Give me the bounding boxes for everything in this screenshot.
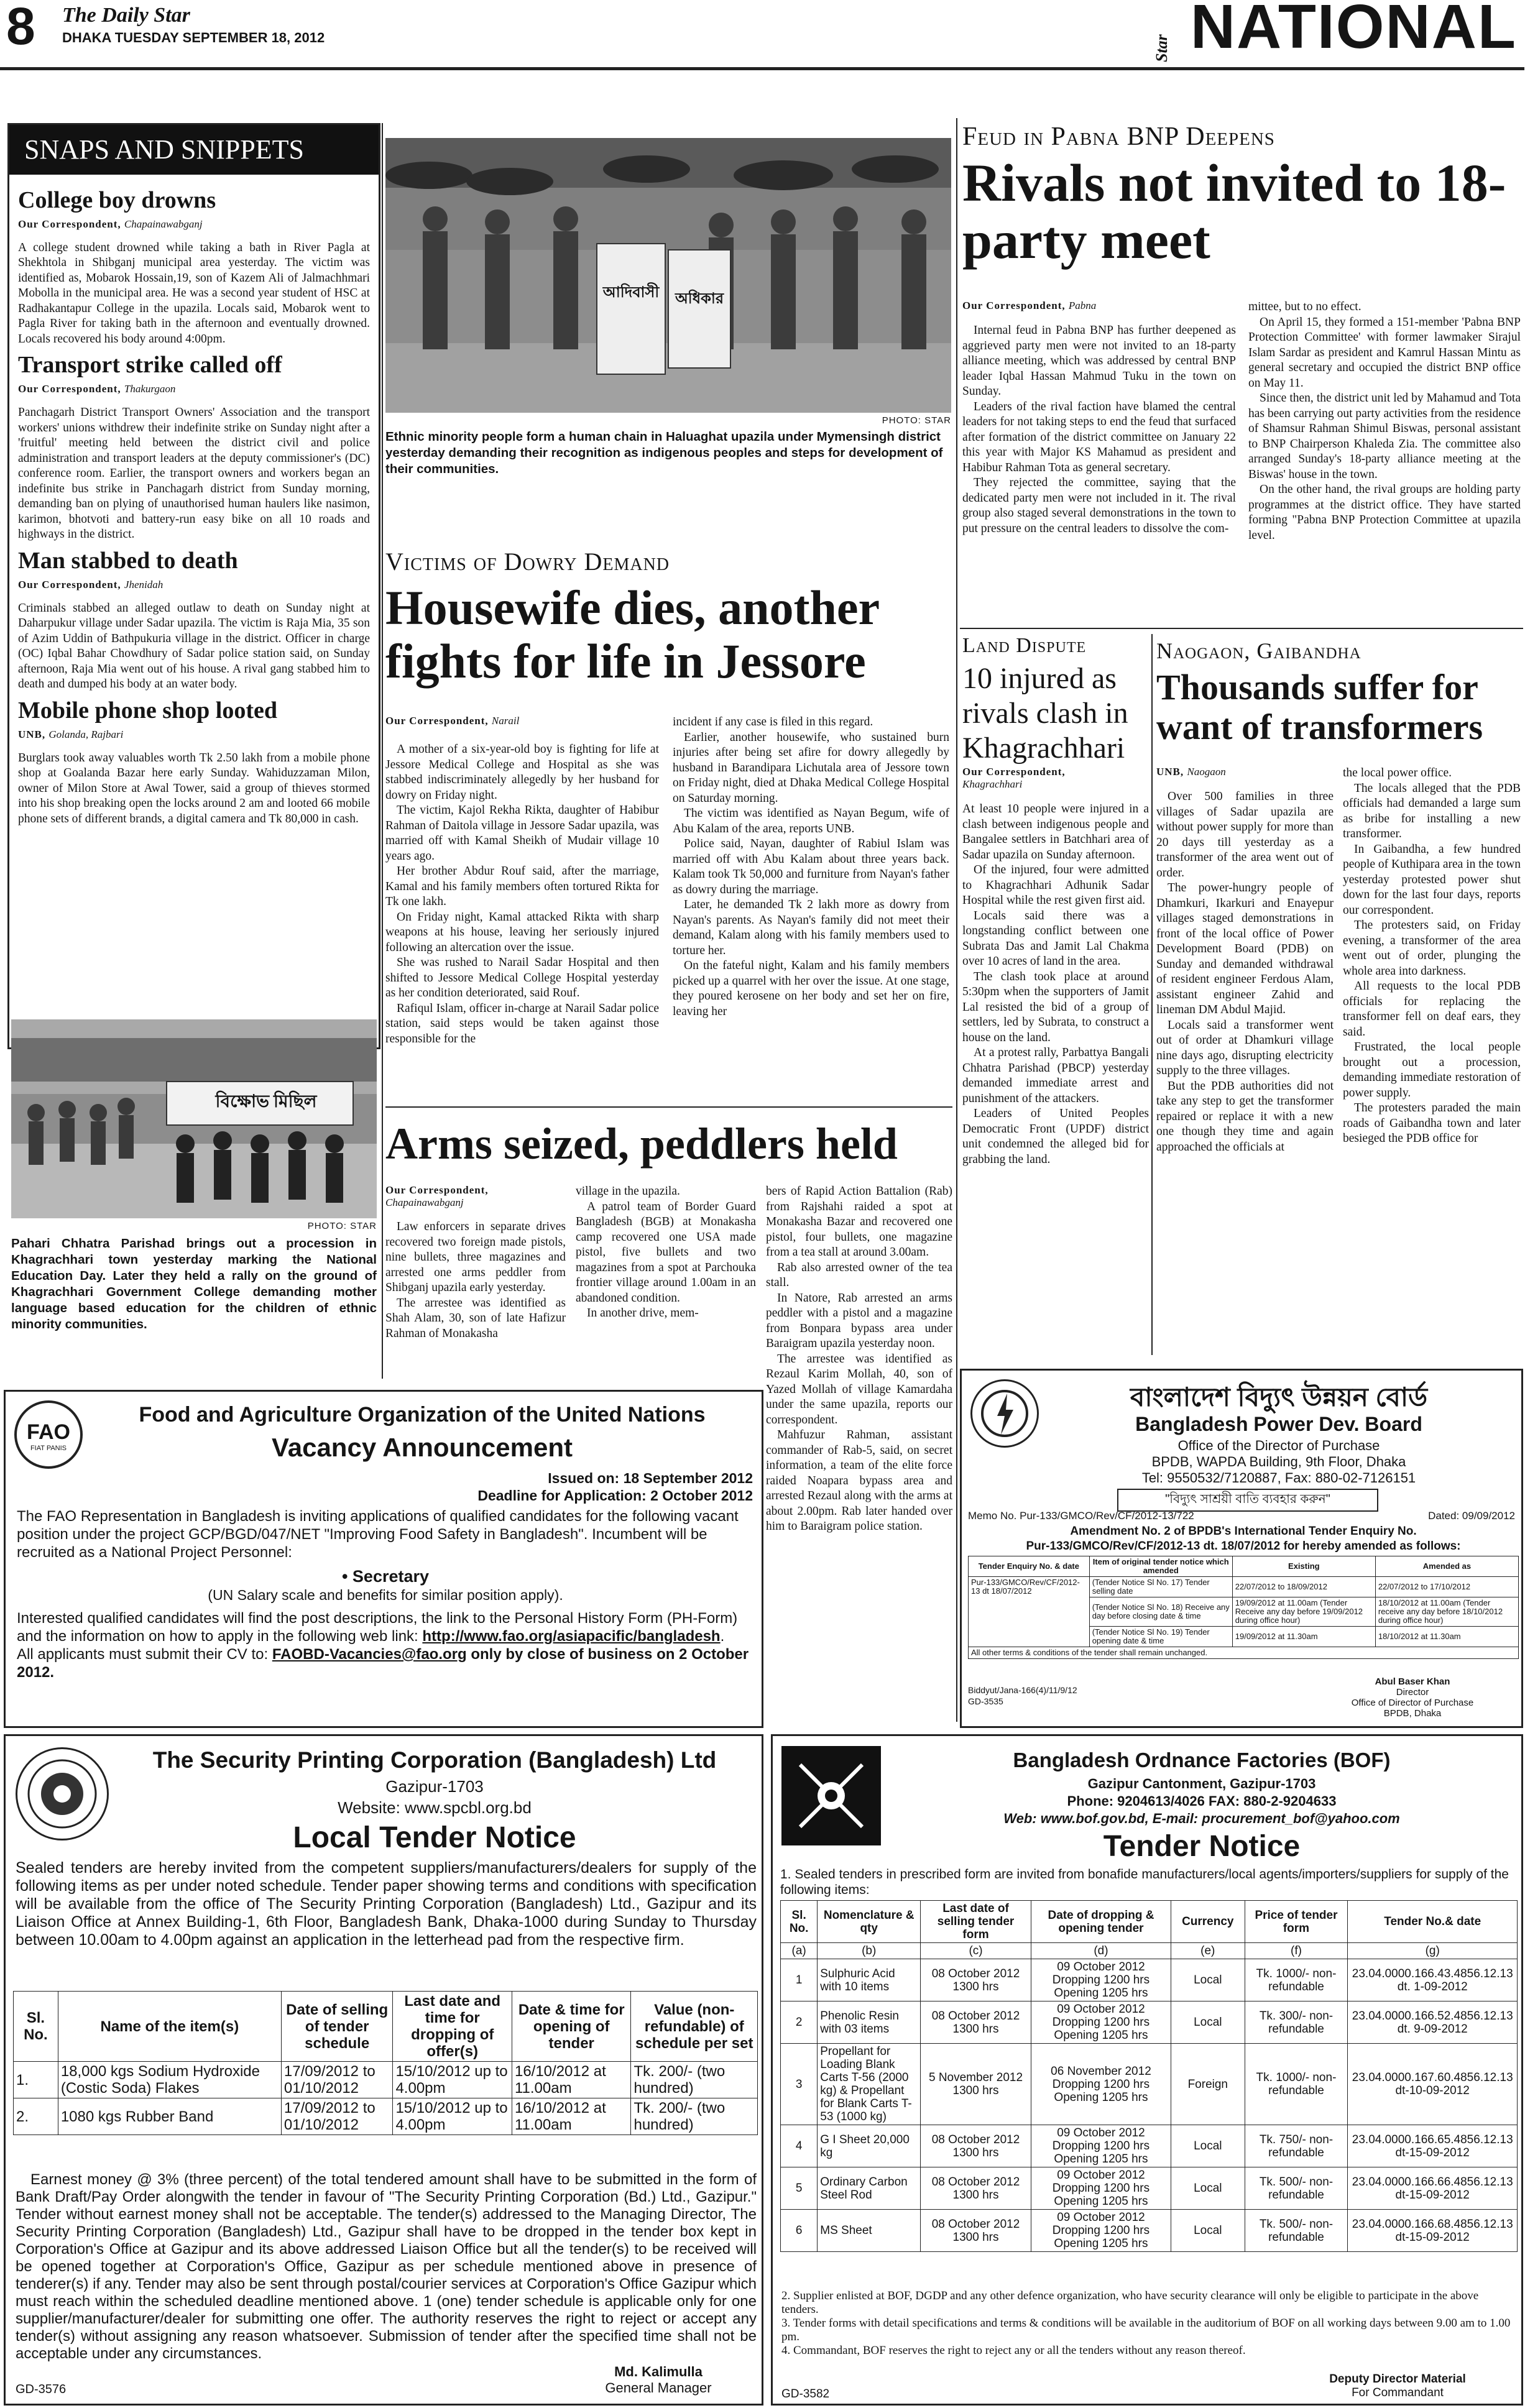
bnp-byline: Our Correspondent, Pabna	[962, 300, 1097, 311]
naogaon-para: Over 500 families in three villages of Sadar upazila are without power supply for more than 20 days till yesterday as a transformer of the area went out of order.	[1156, 790, 1334, 880]
snaps-byline-2: Our Correspondent, Thakurgaon	[18, 383, 176, 395]
bof-ad	[771, 1734, 1523, 2406]
story-rule	[960, 628, 1523, 629]
spcbl-org: The Security Printing Corporation (Bangladesh) Ltd	[152, 1747, 717, 1773]
table-header: Existing	[1232, 1556, 1375, 1577]
dowry-para: Rafiqul Islam, officer in-charge at Narail Sadar police station, said steps would be taken against those responsible for the	[385, 1001, 659, 1045]
naogaon-para: But the PDB authorities did not take any step to get the transformer repaired or replace it with a new one though they time and again approached the officials at	[1156, 1079, 1334, 1154]
table-row	[781, 1901, 1518, 1943]
table-row	[14, 2062, 758, 2098]
page-number: 8	[6, 0, 35, 55]
fao-title: Vacancy Announcement	[272, 1433, 573, 1462]
snaps-headline-3: Man stabbed to death	[18, 547, 238, 574]
human-chain-caption: Ethnic minority people form a human chain in Haluaghat upazila under Mymensingh district yesterday demanding their recognition as indigenous peoples and steps for development of their communities.	[385, 430, 943, 476]
header-rule	[0, 67, 1524, 70]
arms-para: In Natore, Rab arrested an arms peddler with a pistol and a magazine from Bonpara bypass area under Baraigram upazila yesterday noon.	[766, 1291, 952, 1350]
spcbl-title: Local Tender Notice	[293, 1821, 576, 1854]
table-cell: (g)	[1348, 1943, 1518, 1959]
snaps-body-1: A college student drowned while taking a bath in River Pagla at Shekhtola in Shibganj municipal area yesterday. The victim was identified as, Mobarok Hossain,19, son of Kazem Ali of Jalmachhmari Mobolla in the municipal area. He was a second year student of HSC at Radhakantapur College in the upazila. Locals said, Mobarok went to Pagla River for taking bath in the afternoon and eventually drowned. Locals recovered his body around 4:00pm.	[18, 241, 370, 346]
bpdb-tel: Tel: 9550532/7120887, Fax: 880-02-7126151	[1141, 1470, 1416, 1486]
table-cell: Tk. 200/- (two hundred)	[631, 2098, 758, 2135]
arms-para: The arrestee was identified as Rezaul Karim Mollah, 40, son of Yazed Mollah of village Kamardaha under the same upazila, reports our correspondent.	[766, 1352, 952, 1427]
procession-caption: Pahari Chhatra Parishad brings out a procession in Khagrachhari town yesterday marking the National Education Day. Later they held a rally on the ground of Khagrachhari Government College demanding mother language based education for the children of ethnic minority communities.	[11, 1236, 377, 1331]
dowry-para: incident if any case is filed in this regard.	[673, 715, 873, 728]
naogaon-para: The power-hungry people of Dhamkuri, Ikarkuri and Enayepur villages staged demonstrations in front of the local office of Power Development Board (PDB) on Sunday and demanded withdrawal of resident engineer Ferdous Alam, assistant engineer Zahid and lineman DM Abdul Majid.	[1156, 881, 1334, 1016]
table-cell: (f)	[1245, 1943, 1348, 1959]
table-cell: 08 October 2012 1300 hrs	[921, 2001, 1031, 2044]
bnp-para: They rejected the committee, saying that the dedicated party men were not included in it. The rival group also staged several demonstrations in the town to put pressure on the central leaders to dissolve the com-	[962, 476, 1236, 535]
table-cell: 5	[781, 2167, 818, 2210]
table-cell: Tk. 750/- non-refundable	[1245, 2125, 1348, 2167]
bpdb-address: BPDB, WAPDA Building, 9th Floor, Dhaka	[1151, 1454, 1406, 1469]
table-cell: 4	[781, 2125, 818, 2167]
bnp-para: On April 15, they formed a 151-member 'Pabna BNP Protection Committee' with former lawmaker Sirajul Islam Sardar as president and Kamrul Hassan Mintu as general secretary and occupied the district BNP office on May 11.	[1248, 315, 1521, 390]
spcbl-place: Gazipur-1703	[385, 1777, 484, 1796]
bnp-para: mittee, but to no effect.	[1248, 300, 1361, 313]
table-cell: 1.	[14, 2062, 58, 2098]
table-header: Value (non-refundable) of schedule per set	[631, 1992, 758, 2062]
table-cell: 23.04.0000.167.60.4856.12.13 dt-10-09-2012	[1348, 2044, 1518, 2125]
table-cell: 09 October 2012 Dropping 1200 hrs Opening 1205 hrs	[1031, 2125, 1171, 2167]
table-cell: 18/10/2012 at 11.00am (Tender receive any day before 18/10/2012 during office hour)	[1375, 1597, 1518, 1627]
table-cell: 5 November 2012 1300 hrs	[921, 2044, 1031, 2125]
table-cell: (d)	[1031, 1943, 1171, 1959]
table-cell: 16/10/2012 at 11.00am	[512, 2098, 631, 2135]
table-header: Last date and time for dropping of offer(s)	[393, 1992, 512, 2062]
naogaon-byline: UNB, Naogaon	[1156, 766, 1226, 778]
dowry-headline: Housewife dies, another fights for life in Jessore	[385, 581, 879, 688]
human-chain-photo-credit: PHOTO: STAR	[882, 415, 951, 426]
land-para: Locals said there was a longstanding conflict between one Subrata Das and Jamit Lal Chakma over 10 acres of land in the area.	[962, 909, 1149, 968]
table-cell: 23.04.0000.166.52.4856.12.13 dt. 9-09-2012	[1348, 2001, 1518, 2044]
table-row	[781, 2001, 1518, 2044]
fao-apply: Interested qualified candidates will find the post descriptions, the link to the Personal History Form (PH-Form) and the information on how to apply in the following web link: http://www.fao.org/asiapacific/bangladesh. All applicants must submit their CV to: FAOBD-Vacancies@fao.org only by close of business on 2 October 2012.	[17, 1610, 749, 1681]
table-cell: Propellant for Loading Blank Carts T-56 (2000 kg) & Propellant for Blank Carts T-53 (1000 kg)	[818, 2044, 921, 2125]
snaps-headline-4: Mobile phone shop looted	[18, 697, 278, 724]
bpdb-ad	[960, 1369, 1523, 1728]
section-title: NATIONAL	[1190, 0, 1517, 62]
arms-para: Rab also arrested owner of the tea stall.	[766, 1261, 952, 1289]
bof-org: Bangladesh Ordnance Factories (BOF)	[1013, 1749, 1391, 1772]
table-cell: Tk. 300/- non-refundable	[1245, 2001, 1348, 2044]
table-row	[969, 1577, 1519, 1597]
table-cell: Tk. 500/- non-refundable	[1245, 2167, 1348, 2210]
table-header: Currency	[1171, 1901, 1245, 1943]
naogaon-col-1	[1156, 789, 1334, 1349]
table-cell: 1080 kgs Rubber Band	[58, 2098, 281, 2135]
table-cell: 23.04.0000.166.66.4856.12.13 dt-15-09-2012	[1348, 2167, 1518, 2210]
placard-1: আদিবাসী	[602, 285, 660, 301]
table-cell: 09 October 2012 Dropping 1200 hrs Opening 1205 hrs	[1031, 2210, 1171, 2252]
table-cell: (c)	[921, 1943, 1031, 1959]
arms-col-1	[385, 1220, 566, 1400]
table-cell: (Tender Notice Sl No. 18) Receive any day before closing date & time	[1089, 1597, 1232, 1627]
procession-photo-credit: PHOTO: STAR	[307, 1221, 377, 1231]
table-row	[781, 2167, 1518, 2210]
fao-deadline: Deadline for Application: 2 October 2012	[477, 1487, 753, 1504]
table-cell: Phenolic Resin with 03 items	[818, 2001, 921, 2044]
dowry-para: The victim, Kajol Rekha Rikta, daughter of Habibur Rahman of Daitola village in Jessore Sadar upazila, was married off with Kamal Sheikh of Mudair village 10 years ago.	[385, 804, 659, 863]
table-header: Sl. No.	[781, 1901, 818, 1943]
snaps-content	[9, 175, 379, 827]
arms-headline: Arms seized, peddlers held	[385, 1119, 898, 1169]
table-header: Sl. No.	[14, 1992, 58, 2062]
arms-col-3	[766, 1184, 952, 1719]
table-row	[781, 1959, 1518, 2001]
bnp-para: Leaders of the rival faction have blamed the central leaders for not taking steps to end the feud that surfaced after formation of the district committee on January 22 this year with Major KS Mahamud as president and Habibur Rahman Tota as general secretary.	[962, 400, 1236, 474]
naogaon-kicker: Naogaon, Gaibandha	[1156, 638, 1361, 663]
fao-issued: Issued on: 18 September 2012	[548, 1470, 753, 1486]
dowry-para: A mother of a six-year-old boy is fighting for life at Jessore Medical College and Hospital as she was stabbed indiscriminately allegedly by her husband for dowry on Friday night.	[385, 743, 659, 802]
spcbl-table	[13, 1991, 758, 2135]
table-cell: 15/10/2012 up to 4.00pm	[393, 2062, 512, 2098]
bof-note: 2. Supplier enlisted at BOF, DGDP and any other defence organization, who have security clearance will only be eligible to participate in the above tenders.	[781, 2289, 1479, 2316]
table-header: Price of tender form	[1245, 1901, 1348, 1943]
bof-note: 4. Commandant, BOF reserves the right to reject any or all the tenders without any reason thereof.	[781, 2344, 1246, 2357]
bnp-headline: Rivals not invited to 18-party meet	[962, 153, 1506, 270]
placard-2: অধিকার	[675, 291, 724, 307]
table-row	[781, 2125, 1518, 2167]
table-cell: Tk. 1000/- non-refundable	[1245, 2044, 1348, 2125]
bof-web[interactable]: Web: www.bof.gov.bd, E-mail: procurement_bof@yahoo.com	[1003, 1811, 1400, 1826]
table-row	[781, 2044, 1518, 2125]
bpdb-slogan: "বিদ্যুৎ সাশ্রয়ী বাতি ব্যবহার করুন"	[1117, 1489, 1378, 1512]
naogaon-para: The locals alleged that the PDB officials had demanded a large sum as bribe for installing a new transformer.	[1343, 781, 1521, 840]
naogaon-para: In Gaibandha, a few hundred people of Kuthipara area in the town yesterday protested power shut down for the last four days, reports our correspondent.	[1343, 842, 1521, 917]
bnp-para: Internal feud in Pabna BNP has further deepened as aggrieved party men were not invited to an 18-party alliance meeting, which was addressed by central BNP leader Iqbal Hassan Mahmud Tuku in the town on Sunday.	[962, 324, 1236, 398]
fao-position-note: (UN Salary scale and benefits for similar position apply).	[208, 1587, 563, 1603]
table-row	[969, 1647, 1519, 1659]
table-cell: (a)	[781, 1943, 818, 1959]
snaps-headline-2: Transport strike called off	[18, 352, 282, 379]
dowry-para: On Friday night, Kamal attacked Rikta with sharp weapons at his house, leaving her seriously injured following an altercation over the issue.	[385, 910, 659, 954]
dowry-para: The victim was identified as Nayan Begum, wife of Abu Kalam of the area, reports UNB.	[673, 807, 949, 835]
land-byline: Our Correspondent, Khagrachhari	[962, 766, 1066, 790]
dowry-para: Her brother Abdur Rouf said, after the marriage, Kamal and his family members often tortured Rikta for Tk one lakh.	[385, 865, 659, 908]
snaps-byline-4: UNB, Golanda, Rajbari	[18, 728, 124, 740]
dowry-para: She was rushed to Narail Sadar Hospital and then shifted to Jessore Medical College Hospital yesterday as her condition deteriorated, said Rouf.	[385, 956, 659, 1000]
dowry-para: Police said, Nayan, daughter of Rabiul Islam was married off with Abu Kalam about three years back. Kalam took Tk 50,000 and furniture from Nayan's father as dowry during the marriage.	[673, 837, 949, 896]
arms-para: A patrol team of Border Guard Bangladesh (BGB) at Monakasha camp recovered one USA made pistol, five bullets and two magazines from a spot at Parchouka frontier village around 1.00am in an abandoned condition.	[576, 1200, 756, 1305]
bof-logo-icon	[781, 1746, 881, 1845]
naogaon-para: The protesters paraded the main roads of Gaibandha town and later besieged the PDB office for	[1343, 1101, 1521, 1145]
spcbl-website[interactable]: Website: www.spcbl.org.bd	[338, 1798, 532, 1817]
spcbl-logo	[16, 1747, 109, 1840]
arms-col-2	[576, 1184, 756, 1402]
table-cell: Tk. 1000/- non-refundable	[1245, 1959, 1348, 2001]
bof-gd: GD-3582	[781, 2387, 830, 2401]
table-cell: 17/09/2012 to 01/10/2012	[281, 2062, 393, 2098]
bof-signature: Deputy Director Material For Commandant	[1329, 2373, 1466, 2399]
bnp-col-2	[1248, 300, 1521, 623]
table-cell: 18/10/2012 at 11.30am	[1375, 1627, 1518, 1647]
table-cell: Tk. 500/- non-refundable	[1245, 2210, 1348, 2252]
fao-logo-motto: FIAT PANIS	[30, 1445, 67, 1452]
snaps-byline-3: Our Correspondent, Jhenidah	[18, 578, 164, 591]
bpdb-ref: Biddyut/Jana-166(4)/11/9/12	[968, 1685, 1077, 1695]
snaps-body-4: Burglars took away valuables worth Tk 2.50 lakh from a mobile phone shop at Goalanda Bazar here early Sunday. Wahiduzzaman Milon, owner of Milon Store at Awal Tower, said a group of thieves stormed into his shop breaking open the locks around 2 am and looted 66 mobile phone sets of different brands, a digital camera and Tk 80,000 in cash.	[18, 751, 370, 825]
arms-para: bers of Rapid Action Battalion (Rab) from Rajshahi raided a spot at Monakasha Bazar and recovered one pistol, four bullets, one magazine from a tea stall at around 3.00am.	[766, 1185, 952, 1259]
table-cell: (e)	[1171, 1943, 1245, 1959]
table-header: Date & time for opening of tender	[512, 1992, 631, 2062]
bnp-kicker: Feud in Pabna BNP Deepens	[962, 122, 1275, 151]
naogaon-headline: Thousands suffer for want of transformers	[1156, 667, 1483, 747]
arms-para: Mahfuzur Rahman, assistant commander of Rab-5, said, on secret information, a team of the elite force raided Noapara bypass area and arrested Rezaul along with the arms at about 2.00pm. Rab later handed over him to Baraigram police station.	[766, 1428, 952, 1533]
table-cell: 1	[781, 1959, 818, 2001]
fao-email[interactable]: FAOBD-Vacancies@fao.org	[272, 1646, 467, 1663]
land-body	[962, 802, 1149, 1355]
bof-note: 3. Tender forms with detail specifications and terms & conditions will be available in the auditorium of BOF on all working days between 9.00 am to 1.00 pm.	[781, 2317, 1511, 2343]
table-header: Date of dropping & opening tender	[1031, 1901, 1171, 1943]
table-header: Date of selling of tender schedule	[281, 1992, 393, 2062]
table-cell: MS Sheet	[818, 2210, 921, 2252]
table-cell: All other terms & conditions of the tender shall remain unchanged.	[969, 1647, 1519, 1659]
land-para: Leaders of United Peoples Democratic Front (UPDF) district unit condemned the alleged bid for grabbing the land.	[962, 1107, 1149, 1166]
table-cell: 08 October 2012 1300 hrs	[921, 2167, 1031, 2210]
spcbl-terms: Earnest money @ 3% (three percent) of the total tendered amount shall have to be submitted in the form of Bank Draft/Pay Order alongwith the tender in favour of "The Security Printing Corporation (Bd.) Ltd., Gazipur." Tender without earnest money shall not be acceptable. The tender(s) addressed to the Managing Director, The Security Printing Corporation (Bangladesh) Ltd., Gazipur shall have to be dropped in the tender box kept in Corporation's Office at Gazipur and its above addressed Liaison Office but all the tender(s) to be received will be opened together at Corporation's Office, Gazipur as per schedule mentioned above in presence of tenderer(s) if any. Tender may also be sent through postal/courier services at Corporation's Office Gazipur which must reach within the scheduled deadline mentioned above. 1 (one) tender schedule is applicable only for one supplier/manufacturer/dealer for submitting one offer. The authority reserves the right to reject or accept any tender(s) without assigning any reason whatsoever. Submission of tender after the specified time shall not be acceptable under any circumstances.	[16, 2171, 757, 2362]
table-cell: 09 October 2012 Dropping 1200 hrs Opening 1205 hrs	[1031, 2167, 1171, 2210]
bpdb-dated: Dated: 09/09/2012	[1428, 1510, 1515, 1522]
dowry-para: On the fateful night, Kalam and his family members picked up a quarrel with her over the issue. At one stage, they poured kerosene on her body and set her on fire, leaving her	[673, 959, 949, 1018]
bof-title: Tender Notice	[1103, 1830, 1301, 1863]
fao-ad	[4, 1390, 763, 1728]
table-cell: 06 November 2012 Dropping 1200 hrs Opening 1205 hrs	[1031, 2044, 1171, 2125]
table-cell: Local	[1171, 2167, 1245, 2210]
spcbl-logo-icon	[17, 1749, 107, 1839]
table-cell: 19/09/2012 at 11.30am	[1232, 1627, 1375, 1647]
naogaon-para: The protesters said, on Friday evening, a transformer of the area went out of order, plunging the whole area into darkness.	[1343, 919, 1521, 978]
table-cell: 08 October 2012 1300 hrs	[921, 2210, 1031, 2252]
dateline: DHAKA TUESDAY SEPTEMBER 18, 2012	[62, 30, 325, 45]
table-cell: G I Sheet 20,000 kg	[818, 2125, 921, 2167]
table-header: Tender No.& date	[1348, 1901, 1518, 1943]
naogaon-para: the local power office.	[1343, 766, 1452, 779]
table-row	[14, 1992, 758, 2062]
table-header: Amended as	[1375, 1556, 1518, 1577]
bpdb-signature: Abul Baser Khan Director Office of Director of Purchase BPDB, Dhaka	[1351, 1676, 1474, 1719]
bnp-col-1	[962, 323, 1236, 622]
table-cell: (Tender Notice Sl No. 17) Tender selling date	[1089, 1577, 1232, 1597]
bof-table	[780, 1900, 1518, 2252]
table-cell: Local	[1171, 2001, 1245, 2044]
table-cell: 19/09/2012 at 11.00am (Tender Receive any day before 19/09/2012 during office hour)	[1232, 1597, 1375, 1627]
table-row	[14, 2098, 758, 2135]
table-header: Tender Enquiry No. & date	[969, 1556, 1090, 1577]
naogaon-para: Locals said a transformer went out of order at Dhamkuri village nine days ago, disrupting electricity supply to the three villages.	[1156, 1018, 1334, 1077]
table-header: Name of the item(s)	[58, 1992, 281, 2062]
snaps-headline-1: College boy drowns	[18, 187, 216, 213]
table-cell: Foreign	[1171, 2044, 1245, 2125]
table-cell: 08 October 2012 1300 hrs	[921, 1959, 1031, 2001]
bpdb-title: Bangladesh Power Dev. Board	[1135, 1413, 1422, 1435]
bpdb-amendment: Amendment No. 2 of BPDB's International Tender Enquiry No.	[1070, 1525, 1417, 1538]
naogaon-para: All requests to the local PDB officials for replacing the transformer fell on deaf ears, they said.	[1343, 980, 1521, 1039]
bpdb-table	[968, 1556, 1519, 1659]
arms-byline: Our Correspondent, Chapainawabganj	[385, 1184, 489, 1208]
dowry-byline: Our Correspondent, Narail	[385, 715, 520, 727]
bpdb-logo	[970, 1379, 1039, 1448]
fao-intro: The FAO Representation in Bangladesh is inviting applications of qualified candidates for the following vacant position under the project GCP/BGD/047/NET "Improving Food Safety in Bangladesh". Incumbent will be recruited as a National Project Personnel:	[17, 1508, 739, 1561]
fao-org: Food and Agriculture Organization of the United Nations	[139, 1403, 706, 1427]
table-cell: 6	[781, 2210, 818, 2252]
bof-place: Gazipur Cantonment, Gazipur-1703	[1087, 1776, 1316, 1791]
table-cell: Sulphuric Acid with 10 items	[818, 1959, 921, 2001]
bnp-para: Since then, the district unit led by Mahamud and Tota has been carrying out party activities from the residence of Shamsur Rahman Shimul Biswas, personal assistant to BNP Chairperson Khaleda Zia. The committee also arranged Sunday's 18-party alliance meeting at the Biswas' house in the town.	[1248, 392, 1521, 481]
human-chain-photo-art	[385, 138, 951, 413]
human-chain-photo	[385, 138, 951, 413]
column-rule	[382, 123, 383, 1379]
spcbl-gd: GD-3576	[16, 2383, 67, 2396]
table-cell: 08 October 2012 1300 hrs	[921, 2125, 1031, 2167]
table-cell: 2.	[14, 2098, 58, 2135]
story-rule	[385, 1106, 952, 1108]
naogaon-para: Frustrated, the local people brought out a procession, demanding immediate restoration of power supply.	[1343, 1041, 1521, 1100]
spcbl-intro: Sealed tenders are hereby invited from the competent suppliers/manufacturers/dealers for supply of the following items as per under noted schedule. Tender paper showing terms and conditions with specification will be available from the office of The Security Printing Corporation (Bangladesh) Ltd., Gazipur and its Liaison Office at Annex Building-1, 6th Floor, Bangladesh Bank, Dhaka-1000 during Sunday to Thursday between 10.00am to 4.00pm against an application in the letterhead pad from the respective firm.	[16, 1859, 757, 1949]
arms-para: village in the upazila.	[576, 1185, 680, 1198]
procession-banner: বিক্ষোভ মিছিল	[215, 1092, 317, 1111]
table-cell: Ordinary Carbon Steel Rod	[818, 2167, 921, 2210]
bpdb-amendment-ref: Pur-133/GMCO/Rev/CF/2012-13 dt. 18/07/2012 for hereby amended as follows:	[1026, 1540, 1461, 1553]
snaps-byline-1: Our Correspondent, Chapainawabganj	[18, 218, 203, 230]
table-row	[781, 2210, 1518, 2252]
procession-photo	[11, 1019, 377, 1218]
fao-logo	[14, 1400, 83, 1469]
table-cell: 2	[781, 2001, 818, 2044]
table-header: Item of original tender notice which amended	[1089, 1556, 1232, 1577]
land-para: Of the injured, four were admitted to Khagrachhari Adhunik Sadar Hospital while the rest given first aid.	[962, 863, 1149, 907]
land-para: The clash took place at around 5:30pm when the supporters of Jamit Lal resisted the bid of a group of settlers, led by Subrata, to construct a house on the land.	[962, 970, 1149, 1044]
table-header: Last date of selling tender form	[921, 1901, 1031, 1943]
land-para: At a protest rally, Parbattya Bangali Chhatra Parishad (PBCP) yesterday demanded immediate arrest and punishment of the attackers.	[962, 1046, 1149, 1105]
bof-logo	[781, 1746, 881, 1845]
land-kicker: Land Dispute	[962, 634, 1087, 657]
dowry-para: Later, he demanded Tk 2 lakh more as dowry from Nayan's parents. As Nayan's family did not meet their demand, Kalam along with his family members used to torture her.	[673, 898, 949, 957]
snaps-box	[7, 123, 380, 1049]
bpdb-gd: GD-3535	[968, 1696, 1003, 1706]
table-cell: 22/07/2012 to 18/09/2012	[1232, 1577, 1375, 1597]
column-rule	[1151, 634, 1153, 1355]
fao-link[interactable]: http://www.fao.org/asiapacific/bangladesh	[422, 1628, 721, 1645]
arms-para: Law enforcers in separate drives recovered two foreign made pistols, nine bullets, three magazines and arrested one arms peddler from Shibganj upazila early yesterday.	[385, 1220, 566, 1294]
table-cell: 18,000 kgs Sodium Hydroxide (Costic Soda) Flakes	[58, 2062, 281, 2098]
table-cell: Tk. 200/- (two hundred)	[631, 2062, 758, 2098]
bof-notes	[781, 2289, 1515, 2358]
snaps-body-3: Criminals stabbed an alleged outlaw to death on Sunday night at Daharpukur village under Sadar upazila. The victim is Raja Mia, 35 son of Azim Uddin of Bathpukuria village in the district. Officer in charge (OC) Iqbal Bahar Chowdhury of Sadar police station said, on Sunday afternoon, Raja Mia went out of his house. A rival gang stabbed him to death and dumped his body at an water body.	[18, 601, 370, 691]
table-row	[781, 1943, 1518, 1959]
table-cell: Local	[1171, 2125, 1245, 2167]
bof-phone: Phone: 9204613/4026 FAX: 880-2-9204633	[1067, 1793, 1337, 1809]
table-cell: Pur-133/GMCO/Rev/CF/2012-13 dt 18/07/2012	[969, 1577, 1090, 1647]
table-cell: 16/10/2012 at 11.00am	[512, 2062, 631, 2098]
table-cell: 23.04.0000.166.43.4856.12.13 dt. 1-09-2012	[1348, 1959, 1518, 2001]
dowry-col-1	[385, 742, 659, 1090]
table-cell: Local	[1171, 2210, 1245, 2252]
table-cell: 09 October 2012 Dropping 1200 hrs Opening 1205 hrs	[1031, 2001, 1171, 2044]
land-headline: 10 injured as rivals clash in Khagrachhari	[962, 662, 1128, 765]
table-cell: 15/10/2012 up to 4.00pm	[393, 2098, 512, 2135]
bpdb-office: Office of the Director of Purchase	[1177, 1438, 1380, 1453]
fao-position: • Secretary	[341, 1567, 430, 1586]
section-logo: Star	[1153, 34, 1171, 62]
column-rule	[956, 118, 957, 1722]
table-cell: 22/07/2012 to 17/10/2012	[1375, 1577, 1518, 1597]
land-para: At least 10 people were injured in a clash between indigenous people and Bangalee settlers in Batchhari area of Sadar upazila on Sunday afternoon.	[962, 802, 1149, 862]
snaps-box-title: SNAPS AND SNIPPETS	[9, 125, 379, 175]
masthead: The Daily Star	[62, 4, 190, 27]
dowry-para: Earlier, another housewife, who sustained burn injuries after being set afire for dowry allegedly by husband in Barandipara Lichutala area of Jessore town on Friday night, died at Dhaka Medical College Hospital on Saturday morning.	[673, 730, 949, 805]
table-cell: (b)	[818, 1943, 921, 1959]
spcbl-signature: Md. Kalimulla General Manager	[605, 2364, 712, 2396]
table-cell: 23.04.0000.166.65.4856.12.13 dt-15-09-2012	[1348, 2125, 1518, 2167]
table-row	[969, 1556, 1519, 1577]
bpdb-logo-icon	[972, 1381, 1037, 1446]
bpdb-bangla-title: বাংলাদেশ বিদ্যুৎ উন্নয়ন বোর্ড	[1130, 1382, 1427, 1412]
snaps-body-2: Panchagarh District Transport Owners' Association and the transport workers' unions withdrew their indefinite strike on Sunday night after a 'fruitful' meeting held between the district civil and police administration and transport leaders at the deputy commissioner's (DC) conference room. Earlier, the transport owners and workers began an indefinite bus strike in Panchagarh district from Sunday morning, demanding ban on plying of unauthorised human haulers like nasimon, karimon, bhotvoti and battery-run easy bike on all 10 roads and highways in the district.	[18, 406, 370, 541]
spcbl-ad	[4, 1734, 763, 2406]
table-cell: Local	[1171, 1959, 1245, 2001]
table-cell: 09 October 2012 Dropping 1200 hrs Opening 1205 hrs	[1031, 1959, 1171, 2001]
table-cell: 17/09/2012 to 01/10/2012	[281, 2098, 393, 2135]
table-cell: 23.04.0000.166.68.4856.12.13 dt-15-09-2012	[1348, 2210, 1518, 2252]
dowry-col-2	[673, 715, 949, 1094]
fao-logo-text: FAO	[27, 1420, 70, 1444]
procession-photo-art	[11, 1019, 377, 1218]
dowry-kicker: Victims of Dowry Demand	[385, 548, 670, 576]
table-cell: (Tender Notice Sl No. 19) Tender opening date & time	[1089, 1627, 1232, 1647]
table-cell: 3	[781, 2044, 818, 2125]
bpdb-memo: Memo No. Pur-133/GMCO/Rev/CF/2012-13/722	[968, 1510, 1194, 1522]
naogaon-col-2	[1343, 766, 1521, 1350]
table-header: Nomenclature & qty	[818, 1901, 921, 1943]
bof-intro: 1. Sealed tenders in prescribed form are invited from bonafide manufacturers/local agents/importers/suppliers for supply of the following items:	[780, 1867, 1509, 1897]
bnp-para: On the other hand, the rival groups are holding party programmes at the district office. They have started forming "Pabna BNP Protection Committee at upazila level.	[1248, 483, 1521, 542]
arms-para: The arrestee was identified as Shah Alam, 30, son of late Hafizur Rahman of Monakasha	[385, 1296, 566, 1340]
arms-para: In another drive, mem-	[587, 1307, 699, 1320]
